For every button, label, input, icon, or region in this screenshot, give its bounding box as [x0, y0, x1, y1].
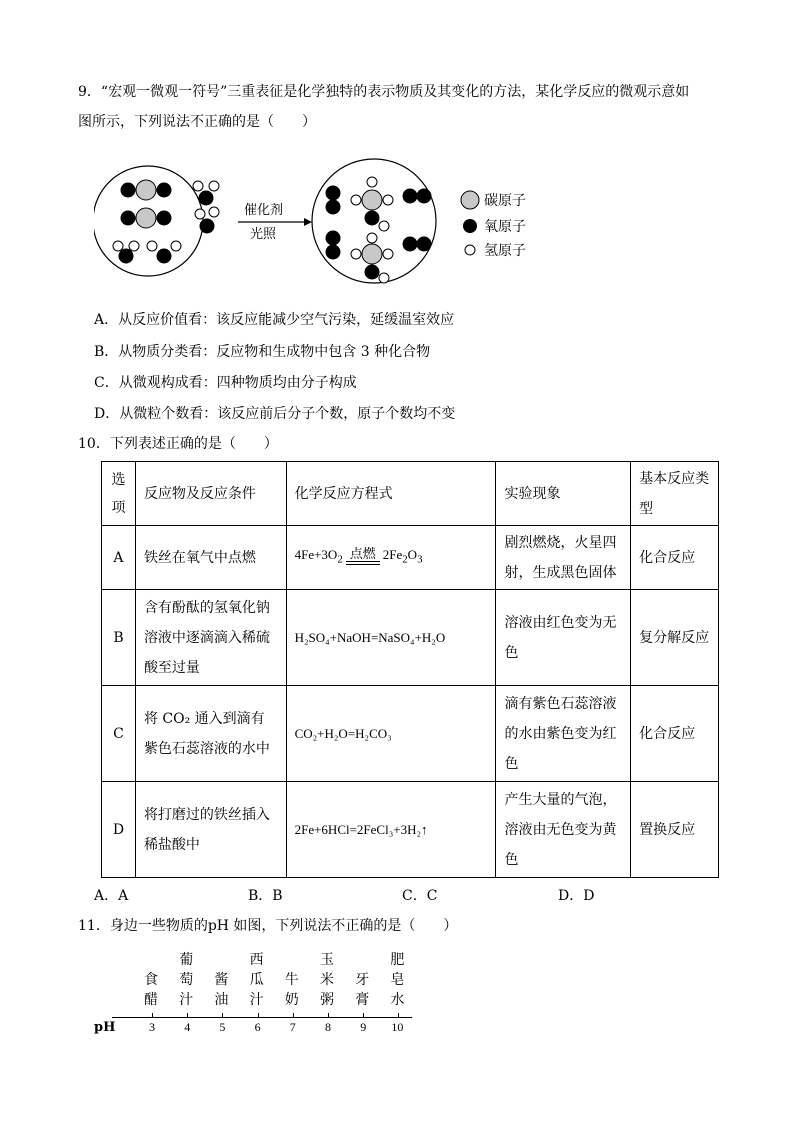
oxygen-legend-label: 氧原子 [484, 219, 526, 235]
q10-stem: 10．下列表述正确的是（ ） [78, 436, 278, 452]
row-equation: H₂SO₄+NaOH=NaSO₄+H₂O [286, 590, 496, 686]
ph-substance-label: 玉 米 粥 [320, 952, 334, 1008]
q10-reaction-table [101, 461, 719, 878]
table-row [102, 526, 719, 590]
table-row [102, 590, 719, 686]
oxygen-legend-icon [463, 219, 477, 233]
q9-number: 9． [78, 84, 101, 100]
q9-option-d[interactable]: D．从微粒个数看：该反应前后分子个数，原子个数均不变 [94, 406, 456, 422]
ph-tick-label: 6 [254, 1020, 261, 1034]
ph-tick-label: 4 [184, 1020, 191, 1034]
q9-stem-line1 [78, 82, 689, 102]
q11-stem: 11．身边一些物质的pH 如图，下列说法不正确的是（ ） [78, 918, 458, 934]
q10-choice-c[interactable]: C．C [402, 888, 438, 904]
co2-molecule [121, 208, 171, 228]
ph-substance-label: 酱 油 [214, 972, 229, 1008]
row-option: C [102, 686, 136, 782]
row-type: 化合反应 [631, 686, 719, 782]
row-type: 复分解反应 [631, 590, 719, 686]
q10-choice-a[interactable]: A．A [94, 888, 129, 904]
header-type: 基本反应类型 [631, 462, 719, 526]
row-equation: CO₂+H₂O=H₂CO₃ [286, 686, 496, 782]
q9-option-b[interactable]: B．从物质分类看：反应物和生成物中包含 3 种化合物 [94, 344, 431, 360]
row-reactants: 将 CO₂ 通入到滴有紫色石蕊溶液的水中 [135, 686, 286, 782]
ph-tick-label: 7 [289, 1020, 296, 1034]
row-equation: 2Fe+6HCl=2FeCl₃+3H₂↑ [286, 782, 496, 878]
ph-axis-line [112, 1017, 412, 1018]
co2-molecule [121, 180, 171, 200]
table-row [102, 686, 719, 782]
row-reactants: 含有酚酞的氢氧化钠溶液中逐滴滴入稀硫酸至过量 [135, 590, 286, 686]
ph-substance-label: 葡 萄 汁 [179, 952, 194, 1008]
header-option: 选项 [102, 462, 136, 526]
ph-tick [152, 1013, 153, 1018]
q9-option-c[interactable]: C．从微观构成看：四种物质均由分子构成 [94, 375, 357, 391]
q9-text-line1: “宏观一微观一符号”三重表征是化学独特的表示物质及其变化的方法，某化学反应的微观示意如 [100, 84, 690, 100]
ph-substance-label: 牛 奶 [284, 972, 299, 1008]
ph-tick [187, 1013, 188, 1018]
row-phenomenon: 剧烈燃烧，火星四射，生成黑色固体 [496, 526, 631, 590]
row-type: 置换反应 [631, 782, 719, 878]
ph-tick [328, 1013, 329, 1018]
q9-reaction-diagram [94, 148, 534, 298]
ph-tick [363, 1013, 364, 1018]
q10-choice-b[interactable]: B．B [248, 888, 283, 904]
table-row [102, 782, 719, 878]
ph-tick [398, 1013, 399, 1018]
ph-axis-label: pH [94, 1020, 116, 1035]
row-reactants: 将打磨过的铁丝插入稀盐酸中 [135, 782, 286, 878]
row-phenomenon: 溶液由红色变为无色 [496, 590, 631, 686]
carbon-legend-label: 碳原子 [484, 193, 526, 209]
ph-tick [222, 1013, 223, 1018]
header-reactants: 反应物及反应条件 [135, 462, 286, 526]
reaction-arrow-head [304, 218, 312, 226]
q9-option-a[interactable]: A．从反应价值看：该反应能减少空气污染，延缓温室效应 [94, 312, 455, 328]
q9-stem-line2: 图所示，下列说法不正确的是（ ） [78, 114, 316, 130]
row-phenomenon: 滴有紫色石蕊溶液的水由紫色变为红色 [496, 686, 631, 782]
row-option: A [102, 526, 136, 590]
row-reactants: 铁丝在氧气中点燃 [135, 526, 286, 590]
row-option: D [102, 782, 136, 878]
light-label: 光照 [250, 227, 277, 242]
ph-scale [94, 950, 424, 1040]
condition-mark: 点燃 [346, 547, 380, 565]
ph-tick-label: 3 [149, 1020, 155, 1034]
hydrogen-legend-label: 氢原子 [484, 243, 526, 259]
q10-choice-d[interactable]: D．D [558, 888, 595, 904]
row-equation: $4Fe+3O_2$ 点燃 $2Fe_2O_3$ [286, 526, 496, 590]
row-type: 化合反应 [631, 526, 719, 590]
ph-tick [258, 1013, 259, 1018]
ph-tick-label: 10 [391, 1020, 404, 1034]
header-phenomenon: 实验现象 [496, 462, 631, 526]
table-header-row [102, 462, 719, 526]
header-equation: 化学反应方程式 [286, 462, 496, 526]
carbon-legend-icon [461, 191, 479, 209]
ph-substance-label: 食 醋 [144, 972, 158, 1008]
row-option: B [102, 590, 136, 686]
ph-tick-label: 5 [219, 1020, 226, 1034]
row-phenomenon: 产生大量的气泡，溶液由无色变为黄色 [496, 782, 631, 878]
ph-substance-label: 牙 膏 [355, 972, 370, 1008]
hydrogen-legend-icon [465, 245, 475, 255]
ph-tick [293, 1013, 294, 1018]
ph-tick-label: 9 [360, 1020, 367, 1034]
ph-substance-label: 西 瓜 汁 [249, 952, 264, 1008]
ph-substance-label: 肥 皂 水 [390, 952, 405, 1008]
ph-tick-label: 8 [325, 1020, 331, 1034]
catalyst-label: 催化剂 [244, 203, 284, 218]
